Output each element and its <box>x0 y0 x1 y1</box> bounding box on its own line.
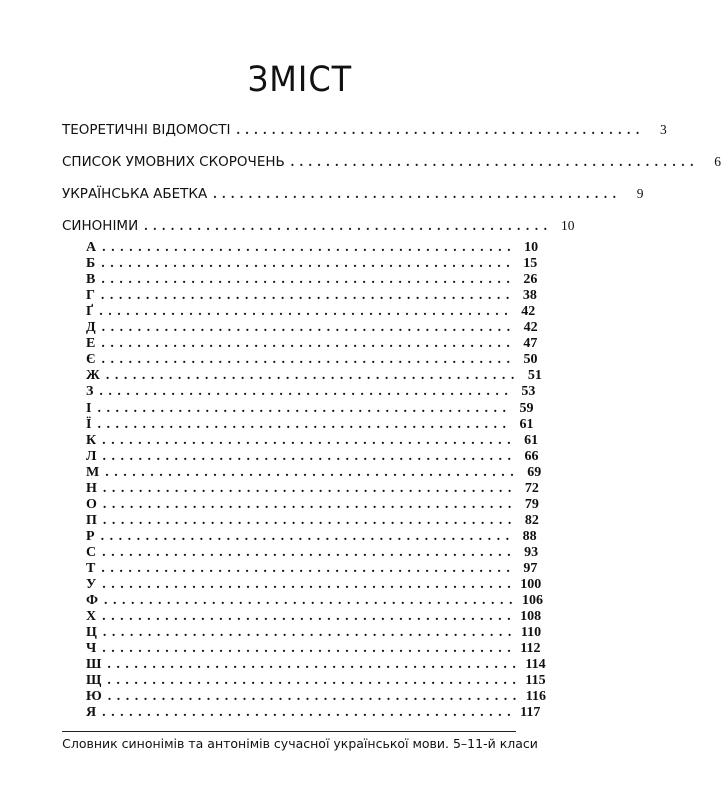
toc-entry-label: К <box>86 433 97 448</box>
toc-entry-page: 115 <box>525 673 546 688</box>
toc-letter-entry[interactable] <box>86 352 538 368</box>
toc-entry-label: Ш <box>86 657 102 672</box>
toc-entry-page: 10 <box>560 218 575 233</box>
toc-letter-entry[interactable] <box>86 481 539 497</box>
toc-section-entry[interactable] <box>62 186 644 202</box>
dot-leader: .............................................. <box>105 465 520 480</box>
toc-entry-label: Ф <box>86 593 99 608</box>
toc-letter-entry[interactable] <box>86 449 539 465</box>
toc-entry-label: А <box>86 240 97 255</box>
toc-entry-label: Р <box>86 529 95 544</box>
dot-leader: .............................................. <box>102 641 517 656</box>
toc-entry-label: УКРАЇНСЬКА АБЕТКА <box>62 186 208 202</box>
toc-letter-entry[interactable] <box>86 417 534 433</box>
toc-entry-page: 69 <box>527 465 542 480</box>
dot-leader: .............................................. <box>105 368 520 383</box>
toc-letter-entry[interactable] <box>86 336 538 352</box>
dot-leader: .............................................. <box>102 240 517 255</box>
dot-leader: .............................................. <box>99 384 514 399</box>
dot-leader: .............................................. <box>101 561 516 576</box>
dot-leader: .............................................. <box>102 449 517 464</box>
dot-leader: .............................................. <box>104 593 519 608</box>
dot-leader: .............................................. <box>102 497 517 512</box>
toc-letter-entry[interactable] <box>86 609 542 625</box>
toc-letter-entry[interactable] <box>86 384 536 400</box>
dot-leader: .............................................. <box>213 186 622 201</box>
toc-entry-label: Л <box>86 449 97 464</box>
toc-entry-page: 106 <box>522 593 544 608</box>
toc-section-entry[interactable] <box>62 218 575 234</box>
toc-entry-page: 97 <box>523 561 538 576</box>
toc-letter-entry[interactable] <box>86 288 537 304</box>
dot-leader: .............................................. <box>102 545 517 560</box>
dot-leader: .............................................. <box>101 272 516 287</box>
toc-letter-entry[interactable] <box>86 465 542 481</box>
toc-letter-entry[interactable] <box>86 529 537 545</box>
toc-entry-label: СПИСОК УМОВНИХ СКОРОЧЕНЬ <box>62 154 285 170</box>
toc-entry-label: Ґ <box>86 304 94 319</box>
toc-entry-label: Ю <box>86 689 102 704</box>
dot-leader: .............................................. <box>102 481 517 496</box>
dot-leader: .............................................. <box>144 218 553 233</box>
toc-entry-label: ТЕОРЕТИЧНІ ВІДОМОСТІ <box>62 122 231 138</box>
toc-letter-entry[interactable] <box>86 705 541 721</box>
toc-entry-page: 82 <box>524 513 539 528</box>
dot-leader: .............................................. <box>102 433 517 448</box>
toc-entry-page: 116 <box>525 689 546 704</box>
dot-leader: .............................................. <box>107 689 522 704</box>
toc-letter-entry[interactable] <box>86 513 539 529</box>
toc-entry-page: 100 <box>520 577 542 592</box>
toc-entry-label: Є <box>86 352 96 367</box>
dot-leader: .............................................. <box>102 705 517 720</box>
toc-letter-entry[interactable] <box>86 545 539 561</box>
toc-entry-page: 51 <box>527 368 542 383</box>
toc-letter-entry[interactable] <box>86 368 542 384</box>
toc-entry-page: 110 <box>520 625 542 640</box>
dot-leader: .............................................. <box>101 320 516 335</box>
toc-entry-label: Ч <box>86 641 97 656</box>
toc-entry-label: Я <box>86 705 97 720</box>
toc-entry-label: Х <box>86 609 97 624</box>
toc-entry-page: 3 <box>659 122 667 137</box>
toc-entry-label: Н <box>86 481 97 496</box>
toc-letter-entry[interactable] <box>86 256 538 272</box>
toc-entry-page: 117 <box>520 705 541 720</box>
dot-leader: .............................................. <box>97 417 512 432</box>
toc-section-entry[interactable] <box>62 122 667 138</box>
dot-leader: .............................................. <box>102 609 517 624</box>
toc-letter-entry[interactable] <box>86 577 542 593</box>
toc-entry-page: 88 <box>522 529 537 544</box>
toc-entry-page: 61 <box>519 417 534 432</box>
dot-leader: .............................................. <box>101 256 516 271</box>
toc-entry-page: 72 <box>524 481 539 496</box>
dot-leader: .............................................. <box>107 657 522 672</box>
dot-leader: .............................................. <box>236 122 645 137</box>
dot-leader: .............................................. <box>102 513 517 528</box>
dot-leader: .............................................. <box>290 154 700 169</box>
toc-letter-entry[interactable] <box>86 593 544 609</box>
toc-entry-page: 53 <box>521 384 536 399</box>
toc-section-entry[interactable] <box>62 154 721 170</box>
toc-entry-page: 15 <box>523 256 538 271</box>
toc-entry-page: 6 <box>714 154 721 169</box>
toc-entry-label: Ц <box>86 625 97 640</box>
toc-entry-label: Е <box>86 336 96 351</box>
toc-entry-label: І <box>86 401 92 416</box>
toc-letter-entry[interactable] <box>86 401 534 417</box>
toc-letter-entry[interactable] <box>86 497 539 513</box>
toc-entry-page: 114 <box>525 657 546 672</box>
toc-entry-page: 42 <box>523 320 538 335</box>
toc-letter-entry[interactable] <box>86 304 536 320</box>
toc-letter-entry[interactable] <box>86 641 541 657</box>
toc-letter-entry[interactable] <box>86 433 539 449</box>
toc-entry-page: 50 <box>523 352 538 367</box>
toc-entry-page: 47 <box>523 336 538 351</box>
toc-entry-label: В <box>86 272 96 287</box>
toc-letter-entry[interactable] <box>86 320 538 336</box>
dot-leader: .............................................. <box>101 352 516 367</box>
toc-entry-label: СИНОНІМИ <box>62 218 139 234</box>
dot-leader: .............................................. <box>107 673 522 688</box>
toc-entry-label: Ї <box>86 417 92 432</box>
toc-entry-label: Т <box>86 561 96 576</box>
page-title: ЗМІСТ <box>247 58 353 100</box>
toc-letter-entry[interactable] <box>86 625 542 641</box>
toc-letter-entry[interactable] <box>86 272 538 288</box>
toc-entry-label: Щ <box>86 673 102 688</box>
dot-leader: .............................................. <box>102 577 517 592</box>
toc-entry-page: 38 <box>522 288 537 303</box>
dot-leader: .............................................. <box>102 625 517 640</box>
toc-entry-page: 112 <box>520 641 541 656</box>
toc-entry-page: 10 <box>524 240 539 255</box>
toc-entry-label: О <box>86 497 97 512</box>
toc-entry-label: П <box>86 513 97 528</box>
toc-entry-label: С <box>86 545 97 560</box>
toc-letter-entry[interactable] <box>86 561 538 577</box>
toc-entry-page: 9 <box>636 186 644 201</box>
toc-entry-label: Г <box>86 288 95 303</box>
dot-leader: .............................................. <box>99 304 514 319</box>
dot-leader: .............................................. <box>100 288 515 303</box>
toc-entry-label: Д <box>86 320 96 335</box>
dot-leader: .............................................. <box>100 529 515 544</box>
toc-letter-entry[interactable] <box>86 657 546 673</box>
toc-entry-label: М <box>86 465 100 480</box>
toc-entry-page: 42 <box>521 304 536 319</box>
running-footer: Словник синонімів та антонімів сучасної української мови. 5–11-й класи <box>62 736 538 751</box>
dot-leader: .............................................. <box>101 336 516 351</box>
toc-letter-entry[interactable] <box>86 673 546 689</box>
toc-entry-page: 66 <box>524 449 539 464</box>
footer-rule <box>62 731 516 732</box>
toc-entry-page: 108 <box>520 609 542 624</box>
toc-entry-label: У <box>86 577 97 592</box>
toc-entry-page: 79 <box>524 497 539 512</box>
toc-entry-page: 26 <box>523 272 538 287</box>
toc-letter-entry[interactable] <box>86 240 539 256</box>
toc-entry-page: 59 <box>519 401 534 416</box>
toc-letter-entry[interactable] <box>86 689 546 705</box>
toc-entry-label: Б <box>86 256 96 271</box>
dot-leader: .............................................. <box>97 401 512 416</box>
toc-entry-page: 61 <box>524 433 539 448</box>
toc-entry-label: З <box>86 384 94 399</box>
toc-entry-page: 93 <box>524 545 539 560</box>
toc-entry-label: Ж <box>86 368 100 383</box>
